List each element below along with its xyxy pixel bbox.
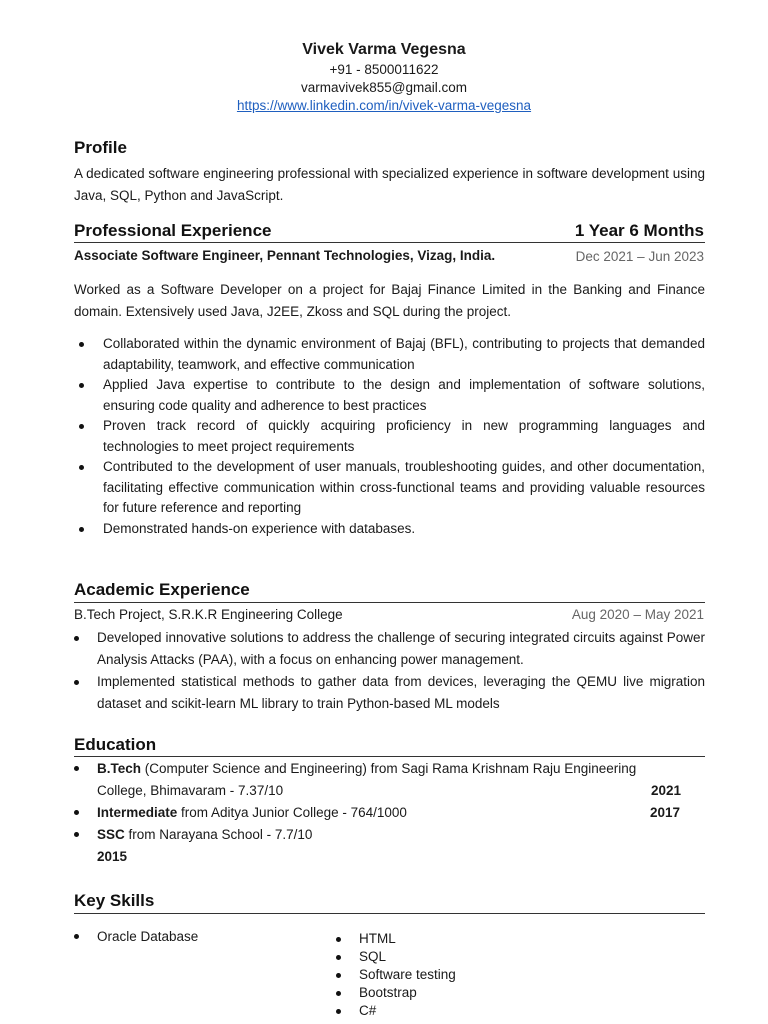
list-item xyxy=(336,948,456,966)
bullet-icon xyxy=(336,937,341,942)
skills-column-1 xyxy=(74,928,198,946)
list-item xyxy=(336,966,456,984)
bullet-text: Implemented statistical methods to gather data from devices, leveraging the QEMU live migration dataset and scikit-learn ML library to train Python-based ML models xyxy=(97,674,705,711)
list-item xyxy=(74,375,705,416)
academic-dates: Aug 2020 – May 2021 xyxy=(571,607,704,622)
bullet-icon xyxy=(74,680,79,685)
bullet-icon xyxy=(336,973,341,978)
bullet-icon xyxy=(79,527,84,532)
academic-bullet-list xyxy=(74,627,705,715)
skills-heading: Key Skills xyxy=(74,891,155,910)
degree-detail: (Computer Science and Engineering) from Sagi Rama Krishnam Raju Engineering xyxy=(141,761,637,776)
bullet-icon xyxy=(74,832,79,837)
bullet-icon xyxy=(79,465,84,470)
bullet-text: Applied Java expertise to contribute to the design and implementation of software solutions, ensuring code quality and adherence to best practices xyxy=(103,377,705,413)
list-item xyxy=(336,930,456,948)
list-item xyxy=(336,1002,456,1020)
degree-detail: from Narayana School - 7.7/10 xyxy=(124,827,313,842)
list-item xyxy=(74,627,705,671)
bullet-icon xyxy=(74,934,79,939)
degree-label: Intermediate xyxy=(97,805,178,820)
education-year-ssc: 2015 xyxy=(97,849,128,864)
skill-label: Oracle Database xyxy=(97,929,199,944)
education-heading: Education xyxy=(74,735,157,754)
experience-heading: Professional Experience xyxy=(74,221,272,240)
skill-label: Bootstrap xyxy=(359,985,417,1000)
skills-divider xyxy=(74,913,705,914)
experience-duration: 1 Year 6 Months xyxy=(574,221,704,240)
list-item xyxy=(74,416,705,457)
list-item xyxy=(74,671,705,715)
experience-summary: Worked as a Software Developer on a project for Bajaj Finance Limited in the Banking and Finance domain. Extensively used Java, J2EE, Zkoss and SQL during the project. xyxy=(74,282,705,319)
phone-number: +91 - 8500011622 xyxy=(329,62,439,77)
bullet-icon xyxy=(79,424,84,429)
profile-text: A dedicated software engineering professional with specialized experience in software development using Java, SQL, Python and JavaScript. xyxy=(74,166,705,203)
education-year-intermediate: 2017 xyxy=(650,805,681,820)
degree-detail-line2: College, Bhimavaram - 7.37/10 xyxy=(97,783,284,798)
experience-divider xyxy=(74,242,705,243)
education-year-btech: 2021 xyxy=(651,783,682,798)
list-item xyxy=(336,984,456,1002)
bullet-text: Collaborated within the dynamic environment of Bajaj (BFL), contributing to projects that demanded adaptability, teamwork, and effective communication xyxy=(103,336,705,372)
bullet-text: Developed innovative solutions to address the challenge of securing integrated circuits against Power Analysis Attacks (PAA), with a focus on enhancing power management. xyxy=(97,630,705,667)
degree-label: B.Tech xyxy=(97,761,142,776)
education-item-intermediate xyxy=(74,802,634,824)
experience-bullet-list xyxy=(74,334,705,539)
linkedin-row xyxy=(0,97,768,115)
list-item xyxy=(74,334,705,375)
list-item xyxy=(74,928,198,946)
degree-detail: from Aditya Junior College - 764/1000 xyxy=(177,805,407,820)
education-item-btech xyxy=(74,758,705,802)
bullet-icon xyxy=(74,636,79,641)
bullet-icon xyxy=(74,766,79,771)
linkedin-link[interactable]: https://www.linkedin.com/in/vivek-varma-vegesna xyxy=(236,98,532,113)
skill-label: C# xyxy=(359,1003,377,1018)
bullet-icon xyxy=(79,383,84,388)
bullet-text: Proven track record of quickly acquiring proficiency in new programming languages and technologies to meet project requirements xyxy=(103,418,705,454)
email-address: varmavivek855@gmail.com xyxy=(300,80,467,95)
bullet-icon xyxy=(336,1009,341,1014)
skill-label: SQL xyxy=(359,949,387,964)
bullet-icon xyxy=(74,810,79,815)
candidate-name: Vivek Varma Vegesna xyxy=(302,41,466,58)
degree-label: SSC xyxy=(97,827,125,842)
profile-heading: Profile xyxy=(74,138,127,157)
bullet-icon xyxy=(336,955,341,960)
experience-role: Associate Software Engineer, Pennant Technologies, Vizag, India. xyxy=(74,248,496,263)
skill-label: Software testing xyxy=(359,967,456,982)
academic-project: B.Tech Project, S.R.K.R Engineering College xyxy=(74,607,343,622)
list-item xyxy=(74,519,705,540)
list-item xyxy=(74,457,705,519)
education-item-ssc xyxy=(74,824,634,846)
skills-column-2 xyxy=(336,930,456,1020)
education-divider xyxy=(74,756,705,757)
academic-heading: Academic Experience xyxy=(74,580,250,599)
bullet-text: Contributed to the development of user manuals, troubleshooting guides, and other documentation, facilitating effective communication within cross-functional teams and providing valuable resources for future reference and reporting xyxy=(103,459,705,515)
skill-label: HTML xyxy=(359,931,396,946)
bullet-text: Demonstrated hands-on experience with databases. xyxy=(103,520,416,536)
academic-divider xyxy=(74,602,705,603)
experience-dates: Dec 2021 – Jun 2023 xyxy=(575,249,704,264)
bullet-icon xyxy=(336,991,341,996)
bullet-icon xyxy=(79,342,84,347)
